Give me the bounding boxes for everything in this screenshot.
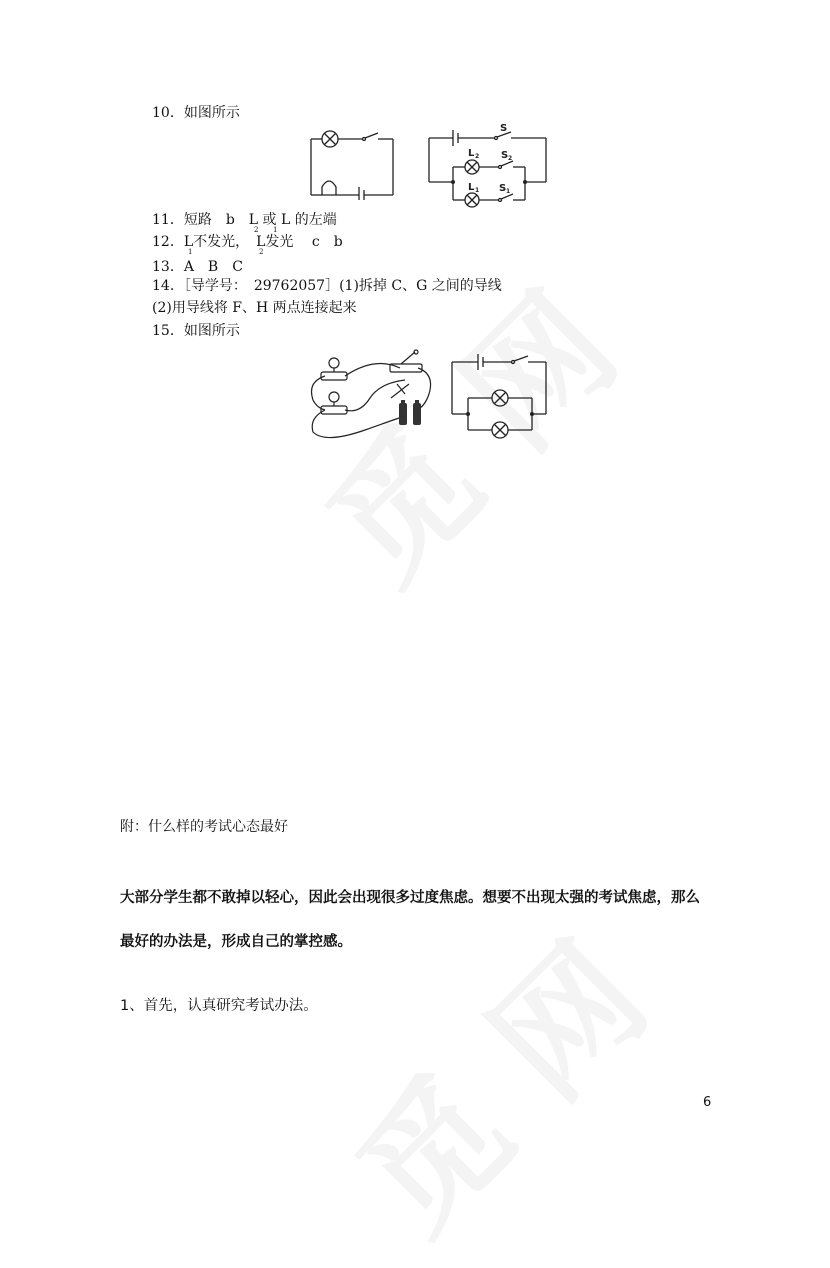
answer-10: 10．如图所示	[152, 105, 240, 121]
answer-13: 13．A B C	[152, 259, 243, 275]
appendix-title: 附：什么样的考试心态最好	[120, 819, 288, 835]
label-s1: S	[499, 183, 507, 194]
watermark	[307, 893, 682, 1268]
answer-12-head: 12．L	[152, 234, 194, 250]
answer-15: 15．如图所示	[152, 323, 240, 339]
label-s1-sub: 1	[506, 188, 511, 195]
answer-11-sub-1: 1	[273, 226, 278, 234]
answer-12	[152, 234, 343, 250]
answer-11	[152, 212, 337, 228]
answer-11-sub-2: 2	[254, 226, 259, 234]
answer-14: 14．［导学号： 29762057］(1)拆掉 C、G 之间的导线	[152, 278, 502, 294]
page-number: 6	[703, 1095, 712, 1110]
answer-12-mid: 不发光， L	[193, 234, 266, 250]
label-l2: L	[468, 148, 475, 159]
label-s2: S	[501, 150, 509, 161]
answer-11-head: 11．短路 b L	[152, 212, 259, 228]
answer-14-part2: (2)用导线将 F、H 两点连接起来	[152, 300, 357, 316]
paragraph-line-1: 大部分学生都不敢掉以轻心，因此会出现很多过度焦虑。想要不出现太强的考试焦虑，那么	[120, 890, 700, 906]
wiring-picture-15	[305, 348, 440, 443]
list-item-1: 1、首先，认真研究考试办法。	[120, 998, 318, 1014]
label-l1: L	[468, 182, 475, 193]
paragraph-line-2: 最好的办法是，形成自己的掌控感。	[120, 934, 352, 950]
label-l2-sub: 2	[475, 153, 480, 160]
circuit-diagram-10a	[305, 125, 400, 200]
answer-12-tail: 发光 c b	[265, 234, 343, 250]
label-s: S	[500, 123, 508, 134]
answer-11-mid: 或 L	[262, 212, 291, 228]
label-s2-sub: 2	[508, 155, 513, 162]
answer-11-tail: 的左端	[294, 212, 337, 228]
circuit-diagram-15	[448, 350, 552, 442]
answer-12-sub-1: 1	[188, 248, 193, 256]
circuit-diagram-10b	[425, 120, 550, 212]
answer-12-sub-2: 2	[259, 248, 264, 256]
label-l1-sub: 1	[475, 187, 480, 194]
